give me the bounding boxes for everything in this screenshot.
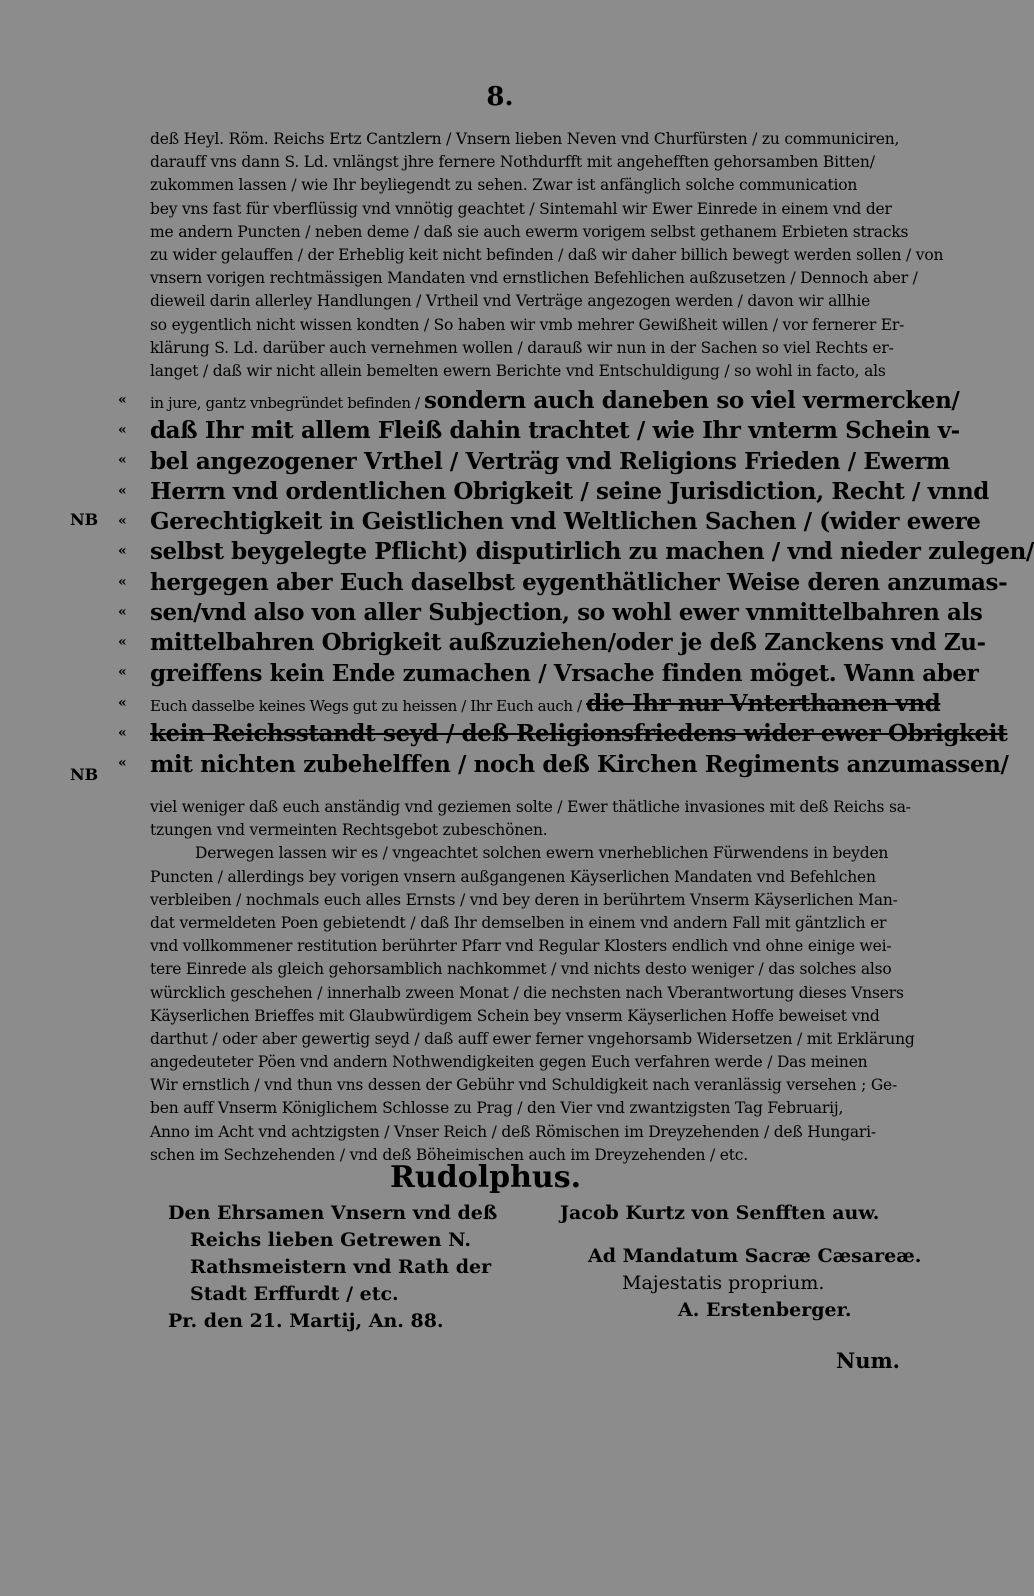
text-small: in jure, gantz vnbegründet befinden / — [150, 394, 425, 412]
text-line — [150, 386, 960, 416]
margin-quote-mark: « — [118, 452, 127, 468]
text-line: klärung S. Ld. darüber auch vernehmen wollen / darauß wir nun in der Sachen so viel Rechts er- — [150, 338, 894, 357]
address-line: Stadt Erffurdt / etc. — [190, 1283, 399, 1305]
margin-quote-mark: « — [118, 574, 127, 590]
text-line: Wir ernstlich / vnd thun vns dessen der Gebühr vnd Schuldigkeit nach veranlässig versehen ; Ge- — [150, 1076, 898, 1095]
text-small: Euch dasselbe keines Wegs gut zu heissen / Ihr Euch auch / — [150, 696, 587, 715]
margin-quote-mark: « — [118, 392, 127, 408]
text-line: schen im Sechzehenden / vnd deß Böheimischen auch im Dreyzehenden / etc. — [150, 1145, 748, 1164]
text-emphasis-struck: die Ihr nur Vnterthanen vnd — [586, 689, 941, 717]
text-line: greiffens kein Ende zumachen / Vrsache finden möget. Wann aber — [150, 659, 979, 687]
text-line: tere Einrede als gleich gehorsamblich nachkommet / vnd nichts desto weniger / das solches also — [150, 960, 892, 979]
closing-paragraphs — [150, 796, 915, 1167]
address-line: Reichs lieben Getrewen N. — [190, 1229, 471, 1251]
emphasized-passage — [150, 386, 1034, 780]
text-line: dat vermeldeten Poen gebietendt / daß Ihr demselben in einem vnd andern Fall mit gäntzlich er — [150, 913, 887, 932]
text-line: würcklich geschehen / innerhalb zween Monat / die nechsten nach Vberantwortung dieses Vnsers — [150, 983, 904, 1002]
text-line: bey vns fast für vberflüssig vnd vnnötig geachtet / Sintemahl wir Ewer Einrede in einem vnd der — [150, 199, 892, 218]
margin-quote-mark: « — [118, 755, 127, 771]
text-line: verbleiben / nochmals euch alles Ernsts / vnd bey deren in berührtem Vnserm Käyserlichen Man- — [150, 890, 898, 909]
text-line: darthut / oder aber gewertig seyd / daß auff ewer ferner vngehorsamb Widersetzen / mit Erklärung — [150, 1029, 915, 1048]
text-line: so eygentlich nicht wissen kondten / So haben wir vmb mehrer Gewißheit willen / vor fernerer Er- — [150, 315, 905, 334]
margin-quote-mark: « — [118, 604, 127, 620]
text-line: deß Heyl. Röm. Reichs Ertz Cantzlern / Vnsern lieben Neven vnd Churfürsten / zu communiciren, — [150, 130, 900, 148]
text-line: zukommen lassen / wie Ihr beyliegendt zu sehen. Zwar ist anfänglich solche communication — [150, 176, 858, 195]
text-line: Anno im Acht vnd achtzigsten / Vnser Reich / deß Römischen im Dreyzehenden / deß Hungari- — [150, 1122, 876, 1141]
text-line: me andern Puncten / neben deme / daß sie auch ewerm vorigem selbst gethanem Erbieten stracks — [150, 222, 909, 241]
countersign-block — [560, 1200, 921, 1324]
text-emphasis: sondern auch daneben so viel vermercken/ — [424, 387, 960, 414]
address-line: Den Ehrsamen Vnsern vnd deß — [168, 1202, 498, 1224]
text-line: mittelbahren Obrigkeit außzuziehen/oder je deß Zanckens vnd Zu- — [150, 629, 986, 657]
margin-quote-mark: « — [118, 664, 127, 680]
mandate-line: Ad Mandatum Sacræ Cæsareæ. — [588, 1245, 922, 1267]
text-line: viel weniger daß euch anständig vnd geziemen solte / Ewer thätliche invasiones mit deß Reichs sa- — [150, 798, 911, 816]
margin-quote-mark: « — [118, 483, 127, 499]
margin-quote-mark: « — [118, 725, 127, 741]
text-line: sen/vnd also von aller Subjection, so wohl ewer vnmittelbahren als — [150, 599, 983, 627]
received-date: Pr. den 21. Martij, An. 88. — [168, 1310, 444, 1332]
countersign-name: Jacob Kurtz von Senfften auw. — [560, 1202, 880, 1224]
text-line: dieweil darin allerley Handlungen / Vrtheil vnd Verträge angezogen werden / davon wir allhie — [150, 292, 871, 311]
text-line: vnsern vorigen rechtmässigen Mandaten vnd ernstlichen Befehlichen außzusetzen / Dennoch aber / — [150, 269, 918, 288]
text-line: mit nichten zubehelffen / noch deß Kirchen Regiments anzumassen/ — [150, 750, 1009, 778]
text-line: Gerechtigkeit in Geistlichen vnd Weltlichen Sachen / (wider ewere — [150, 508, 981, 536]
text-line: Käyserlichen Brieffes mit Glaubwürdigem Schein bey vnserm Käyserlichen Hoffe beweiset vnd — [150, 1006, 880, 1025]
text-line: Puncten / allerdings bey vorigen vnsern außgangenen Käyserlichen Mandaten vnd Befehlchen — [150, 867, 876, 886]
page-number: 8. — [486, 82, 514, 112]
margin-quote-mark: « — [118, 543, 127, 559]
margin-quote-mark: « — [118, 513, 127, 529]
margin-quote-mark: « — [118, 695, 127, 711]
address-line: Rathsmeistern vnd Rath der — [190, 1256, 492, 1278]
intro-paragraph — [150, 128, 944, 383]
text-line: zu wider gelauffen / der Erheblig keit nicht befinden / daß wir daher billich bewegt werden sollen / von — [150, 245, 944, 264]
text-line: angedeuteter Pöen vnd andern Nothwendigkeiten gegen Euch verfahren werde / Das meinen — [150, 1053, 868, 1072]
text-line: langet / daß wir nicht allein bemelten ewern Berichte vnd Entschuldigung / so wohl in facto, als — [150, 361, 886, 380]
margin-quote-mark: « — [118, 634, 127, 650]
signature-rudolphus: Rudolphus. — [390, 1160, 582, 1195]
text-line: hergegen aber Euch daselbst eygenthätlicher Weise deren anzumas- — [150, 568, 1008, 596]
secretary-name: A. Erstenberger. — [678, 1299, 852, 1321]
text-line — [150, 689, 941, 719]
nb-marginal-note: NB — [70, 510, 99, 529]
text-line: bel angezogener Vrthel / Verträg vnd Religions Frieden / Ewerm — [150, 447, 950, 475]
text-line: ben auff Vnserm Königlichem Schlosse zu Prag / den Vier vnd zwantzigsten Tag Februarij, — [150, 1099, 844, 1118]
text-line: vnd vollkommener restitution berührter Pfarr vnd Regular Klosters endlich vnd ohne einige wei- — [150, 937, 892, 956]
text-line: Herrn vnd ordentlichen Obrigkeit / seine Jurisdiction, Recht / vnnd — [150, 477, 989, 505]
catchword: Num. — [836, 1348, 900, 1373]
text-line: tzungen vnd vermeinten Rechtsgebot zubeschönen. — [150, 821, 548, 840]
text-line: darauff vns dann S. Ld. vnlängst jhre fernere Nothdurfft mit angehefften gehorsamben Bitten/ — [150, 153, 875, 172]
text-line: Derwegen lassen wir es / vngeachtet solchen ewern vnerheblichen Fürwendens in beyden — [195, 844, 889, 863]
text-line: selbst beygelegte Pflicht) disputirlich zu machen / vnd nieder zulegen/ — [150, 538, 1034, 566]
text-line: daß Ihr mit allem Fleiß dahin trachtet / wie Ihr vnterm Schein v- — [150, 417, 960, 445]
mandate-line: Majestatis proprium. — [622, 1272, 825, 1294]
margin-quote-mark: « — [118, 422, 127, 438]
text-line-struck: kein Reichsstandt seyd / deß Religionsfriedens wider ewer Obrigkeit — [150, 720, 1008, 748]
nb-marginal-note: NB — [70, 765, 99, 784]
address-block — [168, 1200, 497, 1335]
